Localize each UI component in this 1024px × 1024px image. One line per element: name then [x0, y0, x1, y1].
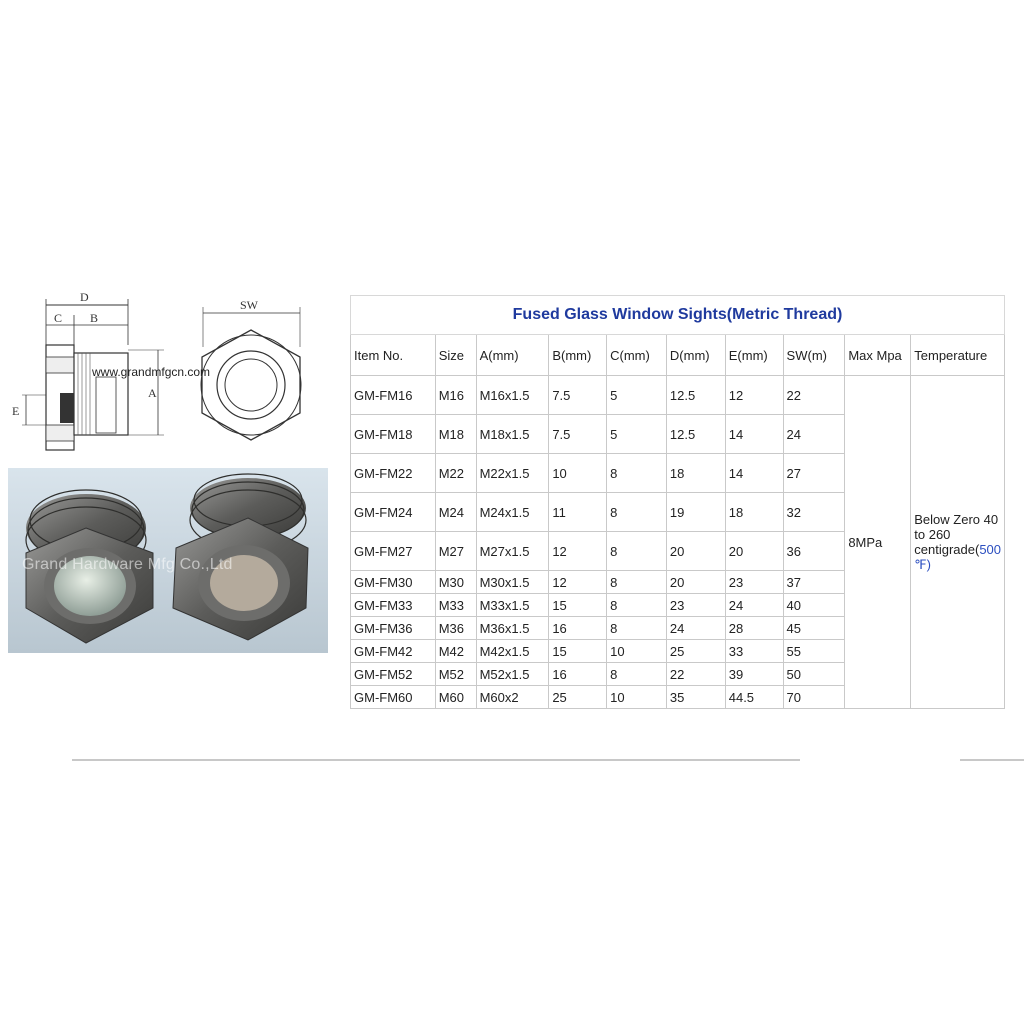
table-cell: 24: [725, 594, 783, 617]
table-cell: 32: [783, 493, 845, 532]
table-cell: 18: [666, 454, 725, 493]
table-cell: 12.5: [666, 376, 725, 415]
table-cell: M42x1.5: [476, 640, 549, 663]
divider-line: [960, 759, 1024, 761]
dim-label-c: C: [54, 311, 63, 325]
table-cell: 35: [666, 686, 725, 709]
table-cell: M18x1.5: [476, 415, 549, 454]
table-cell: 23: [666, 594, 725, 617]
table-cell: 18: [725, 493, 783, 532]
table-cell: M33: [435, 594, 476, 617]
item-number-cell: GM-FM18: [351, 415, 436, 454]
table-cell: 8: [607, 594, 667, 617]
table-cell: 36: [783, 532, 845, 571]
table-cell: 20: [725, 532, 783, 571]
table-cell: 70: [783, 686, 845, 709]
dim-label-e: E: [12, 404, 20, 418]
table-cell: 55: [783, 640, 845, 663]
table-cell: M24x1.5: [476, 493, 549, 532]
table-cell: M16x1.5: [476, 376, 549, 415]
table-header-row: [351, 335, 1005, 376]
dim-label-b: B: [90, 311, 99, 325]
header-cell: B(mm): [549, 335, 607, 376]
table-cell: 25: [549, 686, 607, 709]
table-cell: 25: [666, 640, 725, 663]
table-cell: 8: [607, 493, 667, 532]
table-cell: 20: [666, 532, 725, 571]
table-cell: 37: [783, 571, 845, 594]
table-cell: 33: [725, 640, 783, 663]
item-number-cell: GM-FM52: [351, 663, 436, 686]
table-cell: 39: [725, 663, 783, 686]
table-cell: M27x1.5: [476, 532, 549, 571]
header-cell: Size: [435, 335, 476, 376]
table-title: Fused Glass Window Sights(Metric Thread): [351, 296, 1005, 335]
table-cell: 22: [666, 663, 725, 686]
table-cell: 7.5: [549, 415, 607, 454]
temperature-fahrenheit: 500 ℉): [914, 541, 1002, 572]
dim-label-sw: SW: [240, 298, 258, 312]
table-cell: 7.5: [549, 376, 607, 415]
table-cell: 22: [783, 376, 845, 415]
table-cell: M27: [435, 532, 476, 571]
item-number-cell: GM-FM33: [351, 594, 436, 617]
table-cell: 12.5: [666, 415, 725, 454]
table-cell: 8: [607, 571, 667, 594]
table-cell: M30: [435, 571, 476, 594]
dim-label-a: A: [148, 386, 157, 400]
header-cell: D(mm): [666, 335, 725, 376]
table-cell: 14: [725, 415, 783, 454]
table-cell: 8: [607, 617, 667, 640]
table-cell: 28: [725, 617, 783, 640]
table-cell: M36x1.5: [476, 617, 549, 640]
header-cell: C(mm): [607, 335, 667, 376]
table-cell: M36: [435, 617, 476, 640]
table-cell: 19: [666, 493, 725, 532]
table-cell: M60: [435, 686, 476, 709]
item-number-cell: GM-FM22: [351, 454, 436, 493]
table-cell: 5: [607, 415, 667, 454]
header-cell: Item No.: [351, 335, 436, 376]
table-cell: M16: [435, 376, 476, 415]
table-cell: M42: [435, 640, 476, 663]
table-cell: 44.5: [725, 686, 783, 709]
table-cell: 10: [607, 640, 667, 663]
item-number-cell: GM-FM30: [351, 571, 436, 594]
table-cell: 14: [725, 454, 783, 493]
table-cell: 8: [607, 532, 667, 571]
item-number-cell: GM-FM60: [351, 686, 436, 709]
header-cell: Max Mpa: [845, 335, 911, 376]
item-number-cell: GM-FM16: [351, 376, 436, 415]
table-cell: M52: [435, 663, 476, 686]
table-cell: M24: [435, 493, 476, 532]
table-cell: M22: [435, 454, 476, 493]
table-cell: 12: [549, 532, 607, 571]
table-cell: 15: [549, 640, 607, 663]
temperature-cell: [911, 376, 1005, 709]
table-cell: M30x1.5: [476, 571, 549, 594]
item-number-cell: GM-FM24: [351, 493, 436, 532]
item-number-cell: GM-FM27: [351, 532, 436, 571]
temperature-text: Below Zero 40 to 260 centigrade(: [914, 511, 999, 557]
photo-watermark: Grand Hardware Mfg Co.,Ltd: [22, 556, 233, 573]
table-row: [351, 376, 1005, 415]
header-cell: E(mm): [725, 335, 783, 376]
table-cell: 27: [783, 454, 845, 493]
item-number-cell: GM-FM42: [351, 640, 436, 663]
header-cell: SW(m): [783, 335, 845, 376]
spec-table: [350, 295, 1005, 709]
table-cell: 11: [549, 493, 607, 532]
item-number-cell: GM-FM36: [351, 617, 436, 640]
website-url: www.grandmfgcn.com: [92, 365, 211, 379]
table-cell: 20: [666, 571, 725, 594]
max-mpa-cell: 8MPa: [845, 376, 911, 709]
table-cell: 12: [725, 376, 783, 415]
table-cell: 23: [725, 571, 783, 594]
table-cell: M33x1.5: [476, 594, 549, 617]
table-cell: 10: [607, 686, 667, 709]
table-cell: 24: [666, 617, 725, 640]
header-cell: Temperature: [911, 335, 1005, 376]
table-cell: 50: [783, 663, 845, 686]
table-cell: 24: [783, 415, 845, 454]
table-cell: 16: [549, 663, 607, 686]
table-cell: 40: [783, 594, 845, 617]
table-cell: 8: [607, 454, 667, 493]
table-cell: 15: [549, 594, 607, 617]
table-cell: 45: [783, 617, 845, 640]
table-cell: 10: [549, 454, 607, 493]
dim-label-d: D: [80, 290, 89, 304]
header-cell: A(mm): [476, 335, 549, 376]
table-cell: 5: [607, 376, 667, 415]
table-cell: M52x1.5: [476, 663, 549, 686]
table-cell: 12: [549, 571, 607, 594]
table-cell: M22x1.5: [476, 454, 549, 493]
table-cell: M60x2: [476, 686, 549, 709]
divider-line: [72, 759, 800, 761]
table-cell: M18: [435, 415, 476, 454]
table-cell: 8: [607, 663, 667, 686]
table-cell: 16: [549, 617, 607, 640]
